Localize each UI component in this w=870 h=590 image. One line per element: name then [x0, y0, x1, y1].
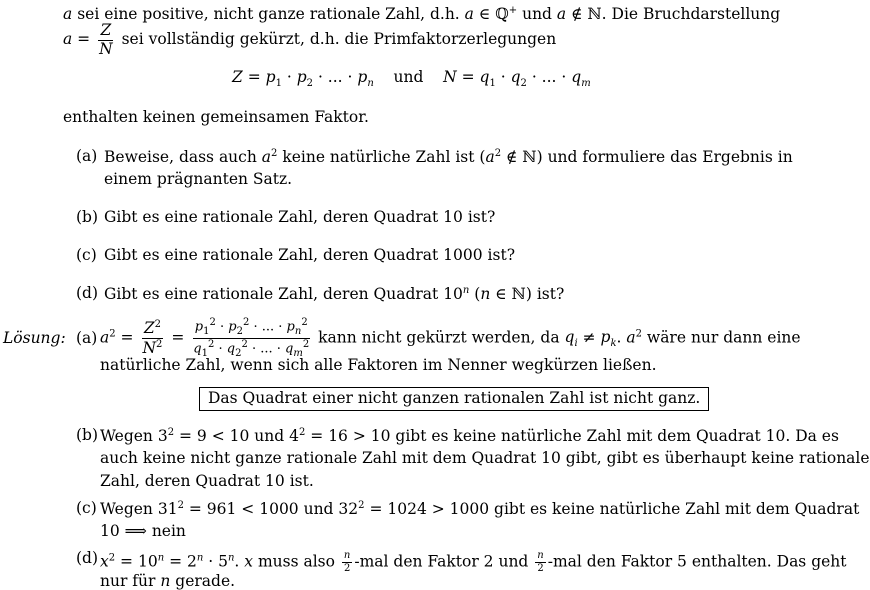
solution-b-line-1: Wegen $3^2 = 9 < 10$ und $4^2 = 16 > 10$ gibt es keine natürliche Zahl mit dem Quadrat 10. Da es: [100, 427, 839, 446]
intro-line-2: a = $\frac{Z}{N}$ sei vollständig gekürzt, d.h. die Primfaktorzerlegungen: [63, 21, 557, 58]
solution-d-line-2: nur für n gerade.: [100, 572, 236, 590]
prime-factorizations: $Z = p_1 \cdot p_2$ · ... · $p_n$ und $N = q_1 \cdot q_2$ · ... · $q_m$: [232, 68, 591, 90]
task-b-label: (b): [76, 208, 99, 226]
solution-c-line-1: Wegen $31^2 = 961 < 1000$ und $32^2 = 1024 > 1000$ gibt es keine natürliche Zahl mit dem Quadrat: [100, 500, 860, 519]
solution-b-line-3: Zahl, deren Quadrat 10 ist.: [100, 472, 314, 490]
solution-c-line-2: 10 ⟹ nein: [100, 522, 186, 540]
intro-line-1: a sei eine positive, nicht ganze rationale Zahl, d.h. a ∈ ℚ+ und a ∉ ℕ. Die Bruchdarstellung: [63, 5, 781, 24]
intro-line-4: enthalten keinen gemeinsamen Faktor.: [63, 108, 369, 126]
solution-a-line-1: $a^2$ = $\frac{Z^2}{N^2}$ = $\frac{p_1^2 \cdot p_2^2 \cdot ... \cdot p_n^2}{q_1^2 \cdot q_2^2 \cdot ... \cdot q_m^2}$ kann nicht gekürzt werden, da $q_i \ne p_k$. $a^2$ wäre nur dann eine: [100, 317, 801, 359]
solution-a-label: (a): [76, 329, 98, 347]
task-d-text: Gibt es eine rationale Zahl, deren Quadrat 10$^n$ (n ∈ ℕ) ist?: [104, 285, 565, 304]
task-c-text: Gibt es eine rationale Zahl, deren Quadrat 1000 ist?: [104, 246, 516, 264]
solution-b-label: (b): [76, 426, 99, 444]
task-c-label: (c): [76, 246, 97, 264]
task-d-label: (d): [76, 284, 99, 302]
solution-a-line-2: natürliche Zahl, wenn sich alle Faktoren im Nenner wegkürzen ließen.: [100, 356, 657, 374]
solution-heading: Lösung:: [3, 329, 66, 347]
solution-c-label: (c): [76, 499, 97, 517]
task-a-label: (a): [76, 147, 98, 165]
solution-d-line-1: $x^2 = 10^n = 2^n \cdot 5^n$. x muss also $\frac{n}{2}$ -mal den Faktor 2 und $\frac{n}{2}$ -mal den Faktor 5 enthalten. Das geht: [100, 550, 847, 574]
task-b-text: Gibt es eine rationale Zahl, deren Quadrat 10 ist?: [104, 208, 496, 226]
task-a-line-2: einem prägnanten Satz.: [104, 170, 293, 188]
solution-d-label: (d): [76, 549, 99, 567]
solution-b-line-2: auch keine nicht ganze rationale Zahl mit dem Quadrat 10 gibt, gibt es überhaupt keine rationale: [100, 449, 870, 467]
task-a-line-1: Beweise, dass auch $a^2$ keine natürliche Zahl ist ($a^2$ ∉ ℕ) und formuliere das Ergebnis in: [104, 148, 793, 167]
boxed-result: Das Quadrat einer nicht ganzen rationalen Zahl ist nicht ganz.: [199, 387, 709, 411]
